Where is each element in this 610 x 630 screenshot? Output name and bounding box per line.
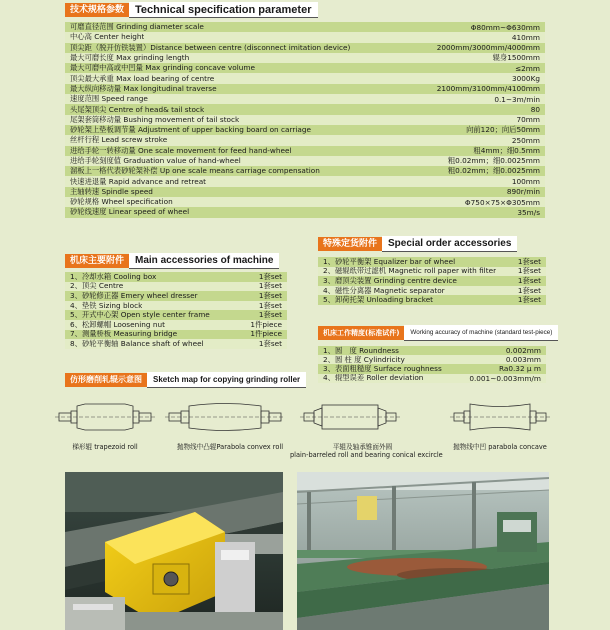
table-row (318, 267, 546, 277)
row-label: 5、卸荷托架 Unloading bracket (323, 295, 434, 305)
table-row (65, 330, 287, 340)
table-row (65, 339, 287, 349)
row-value: 1件piece (250, 329, 282, 339)
row-label: 最大可磨中高或中凹量 Max grinding concave volume (70, 63, 255, 73)
accessories-header (65, 253, 279, 269)
row-label: 8、砂轮平衡轴 Balance shaft of wheel (70, 339, 204, 348)
row-label: 3、磨顶尖装置 Grinding centre device (323, 276, 457, 285)
table-row (65, 156, 545, 166)
row-value: 0.003mm (505, 355, 541, 365)
row-label: 速度范围 Speed range (70, 94, 148, 104)
caption-line: 抛物线中凹 parabola concave (453, 443, 547, 451)
row-label: 2、顶尖 Centre (70, 281, 124, 291)
row-value: Φ750×75×Φ305mm (464, 197, 540, 207)
table-row (65, 22, 545, 32)
grinder-closeup-photo (65, 472, 283, 630)
table-row (65, 187, 545, 197)
row-label: 1、砂轮平衡架 Equalizer bar of wheel (323, 257, 456, 266)
row-value: 1套set (517, 285, 541, 295)
special-table (318, 257, 546, 305)
row-value: 1套set (258, 272, 282, 281)
row-label: 砂轮线速度 Linear speed of wheel (70, 207, 190, 217)
table-row (318, 374, 546, 383)
row-label: 最大纵向移动量 Max longitudinal traverse (70, 83, 217, 93)
row-value: 1套set (258, 291, 282, 300)
row-value: 粗0.02mm；细0.0025mm (447, 166, 540, 176)
row-label: 6、松卸螺帽 Loosening nut (70, 319, 165, 329)
sketch-header (65, 372, 306, 388)
special-tag: 特殊定货附件 (318, 237, 382, 251)
row-label: 2、磁辊纸带过滤机 Magnetic roll paper with filter (323, 266, 497, 276)
row-value: 辊身1500mm (492, 53, 540, 63)
accuracy-header (318, 325, 558, 341)
table-row (318, 355, 546, 364)
row-label: 进给手轮一转移动量 One scale movement for feed hand-wheel (70, 145, 292, 155)
row-value: 35m/s (517, 207, 540, 217)
row-value: 890r/min (506, 187, 540, 197)
row-label: 砂轮架上垫板调节量 Adjustment of upper backing board on carriage (70, 125, 311, 135)
row-label: 快速进退量 Rapid advance and retreat (70, 176, 207, 186)
accuracy-table (318, 346, 546, 383)
row-label: 顶尖最大承重 Max load bearing of centre (70, 73, 215, 83)
sketch-caption-4 (440, 441, 560, 451)
row-value: 0.1~3m/min (494, 94, 540, 104)
caption-line: 平辊及轴承锥面外圆 (332, 443, 393, 451)
spec-title: Technical specification parameter (129, 2, 317, 18)
sketch-tag: 仿形磨削轧辊示意图 (65, 373, 147, 387)
row-value: ≤2mm (515, 63, 540, 73)
trapezoid-roll-icon (55, 402, 155, 432)
row-value: 1套set (517, 276, 541, 285)
table-row (65, 207, 545, 217)
table-row (65, 166, 545, 176)
row-value: 1套set (258, 339, 282, 348)
row-label: 3、砂轮修正器 Emery wheel dresser (70, 291, 198, 300)
row-label: 最大可磨长度 Max grinding length (70, 53, 190, 63)
table-row (65, 115, 545, 125)
row-label: 1、圆 度 Roundness (323, 346, 399, 355)
special-header (318, 236, 517, 252)
special-title: Special order accessories (382, 236, 517, 252)
table-row (318, 346, 546, 355)
row-value: 3000Kg (512, 74, 540, 84)
row-value: 1套set (517, 266, 541, 276)
row-label: 可磨直径范围 Grinding diameter scale (70, 22, 204, 32)
row-label: 4、辊型误差 Roller deviation (323, 373, 424, 383)
table-row (65, 125, 545, 135)
parabola-convex-roll-icon (165, 402, 285, 432)
accessories-table (65, 272, 287, 349)
row-value: 1套set (517, 295, 541, 305)
row-value: 1套set (258, 310, 282, 320)
row-value: 1件piece (250, 319, 282, 329)
row-value: Φ80mm~Φ630mm (470, 22, 540, 32)
row-value: 粗4mm；细0.5mm (473, 145, 540, 155)
table-row (318, 286, 546, 296)
caption-line: plain-barreled roll and bearing conical excircle (290, 451, 443, 459)
table-row (65, 135, 545, 145)
table-row (65, 104, 545, 114)
row-label: 溜板上一格代表砂轮架补偿 Up one scale means carriage compensation (70, 166, 320, 176)
row-label: 砂轮规格 Wheel specification (70, 197, 173, 207)
table-row (65, 301, 287, 311)
table-row (65, 63, 545, 73)
table-row (65, 176, 545, 186)
plain-barreled-roll-icon (300, 402, 400, 432)
row-label: 3、表面粗糙度 Surface roughness (323, 364, 442, 373)
spec-table (65, 22, 545, 218)
row-value: 2100mm/3100mm/4100mm (436, 84, 540, 94)
table-row (65, 94, 545, 104)
accessories-title: Main accessories of machine (129, 253, 279, 269)
table-row (318, 276, 546, 286)
table-row (65, 32, 545, 42)
table-row (65, 310, 287, 320)
table-row (65, 84, 545, 94)
table-row (65, 272, 287, 282)
row-value: 0.001~0.003mm/m (469, 373, 541, 383)
table-row (65, 53, 545, 63)
row-label: 7、测量桥板 Measuring bridge (70, 329, 178, 339)
row-label: 主轴转速 Spindle speed (70, 186, 153, 196)
sketch-caption-3 (290, 441, 443, 459)
spec-tag: 技术规格参数 (65, 3, 129, 17)
table-row (65, 282, 287, 292)
accessories-tag: 机床主要附件 (65, 254, 129, 268)
row-label: 2、圆 柱 度 Cylindricity (323, 355, 405, 364)
accuracy-title: Working accuracy of machine (standard test-piece) (404, 325, 558, 341)
row-label: 头尾架顶尖 Centre of head& tail stock (70, 104, 205, 114)
row-value: 1套set (517, 257, 541, 266)
accuracy-tag: 机床工作精度(标准试件) (318, 326, 404, 340)
row-label: 5、开式中心架 Open style center frame (70, 310, 210, 320)
table-row (65, 73, 545, 83)
sketch-caption-1 (55, 441, 155, 451)
row-value: 250mm (511, 135, 540, 145)
sketch-title: Sketch map for copying grinding roller (147, 372, 306, 388)
row-value: 粗0.02mm；细0.0025mm (447, 156, 540, 165)
row-value: 1套set (258, 300, 282, 310)
row-value: 1套set (258, 281, 282, 291)
table-row (318, 364, 546, 373)
row-value: 2000mm/3000mm/4000mm (436, 43, 540, 53)
row-label: 尾架套筒移动量 Bushing movement of tail stock (70, 114, 240, 124)
row-label: 4、垫铁 Sizing block (70, 300, 143, 310)
table-row (65, 43, 545, 53)
row-label: 进给手轮刻度值 Graduation value of hand-wheel (70, 156, 241, 165)
row-label: 中心高 Center height (70, 32, 145, 42)
row-value: 410mm (511, 32, 540, 42)
workshop-photo (297, 472, 549, 630)
row-label: 1、冷却水箱 Cooling box (70, 272, 157, 281)
table-row (65, 320, 287, 330)
table-row (65, 291, 287, 301)
table-row (318, 257, 546, 267)
caption-line: 抛物线中凸辊Parabola convex roll (176, 443, 284, 451)
table-row (318, 295, 546, 305)
row-value: 80 (530, 105, 540, 115)
row-label: 顶尖距（脱开仿铁装置）Distance between centre (disconnect imitation device) (70, 42, 351, 52)
row-label: 丝杆行程 Lead screw stroke (70, 135, 168, 145)
row-value: Ra0.32 μ m (498, 364, 541, 374)
row-value: 向前120；向后50mm (466, 125, 540, 135)
caption-line: 梯形辊 trapezoid roll (72, 443, 138, 451)
table-row (65, 146, 545, 156)
row-value: 100mm (511, 177, 540, 187)
row-label: 4、磁性分离器 Magnetic separator (323, 285, 445, 295)
row-value: 0.002mm (505, 346, 541, 356)
sketch-caption-2 (165, 441, 295, 451)
spec-header (65, 2, 318, 18)
row-value: 70mm (516, 115, 540, 125)
parabola-concave-roll-icon (450, 402, 550, 432)
table-row (65, 197, 545, 207)
